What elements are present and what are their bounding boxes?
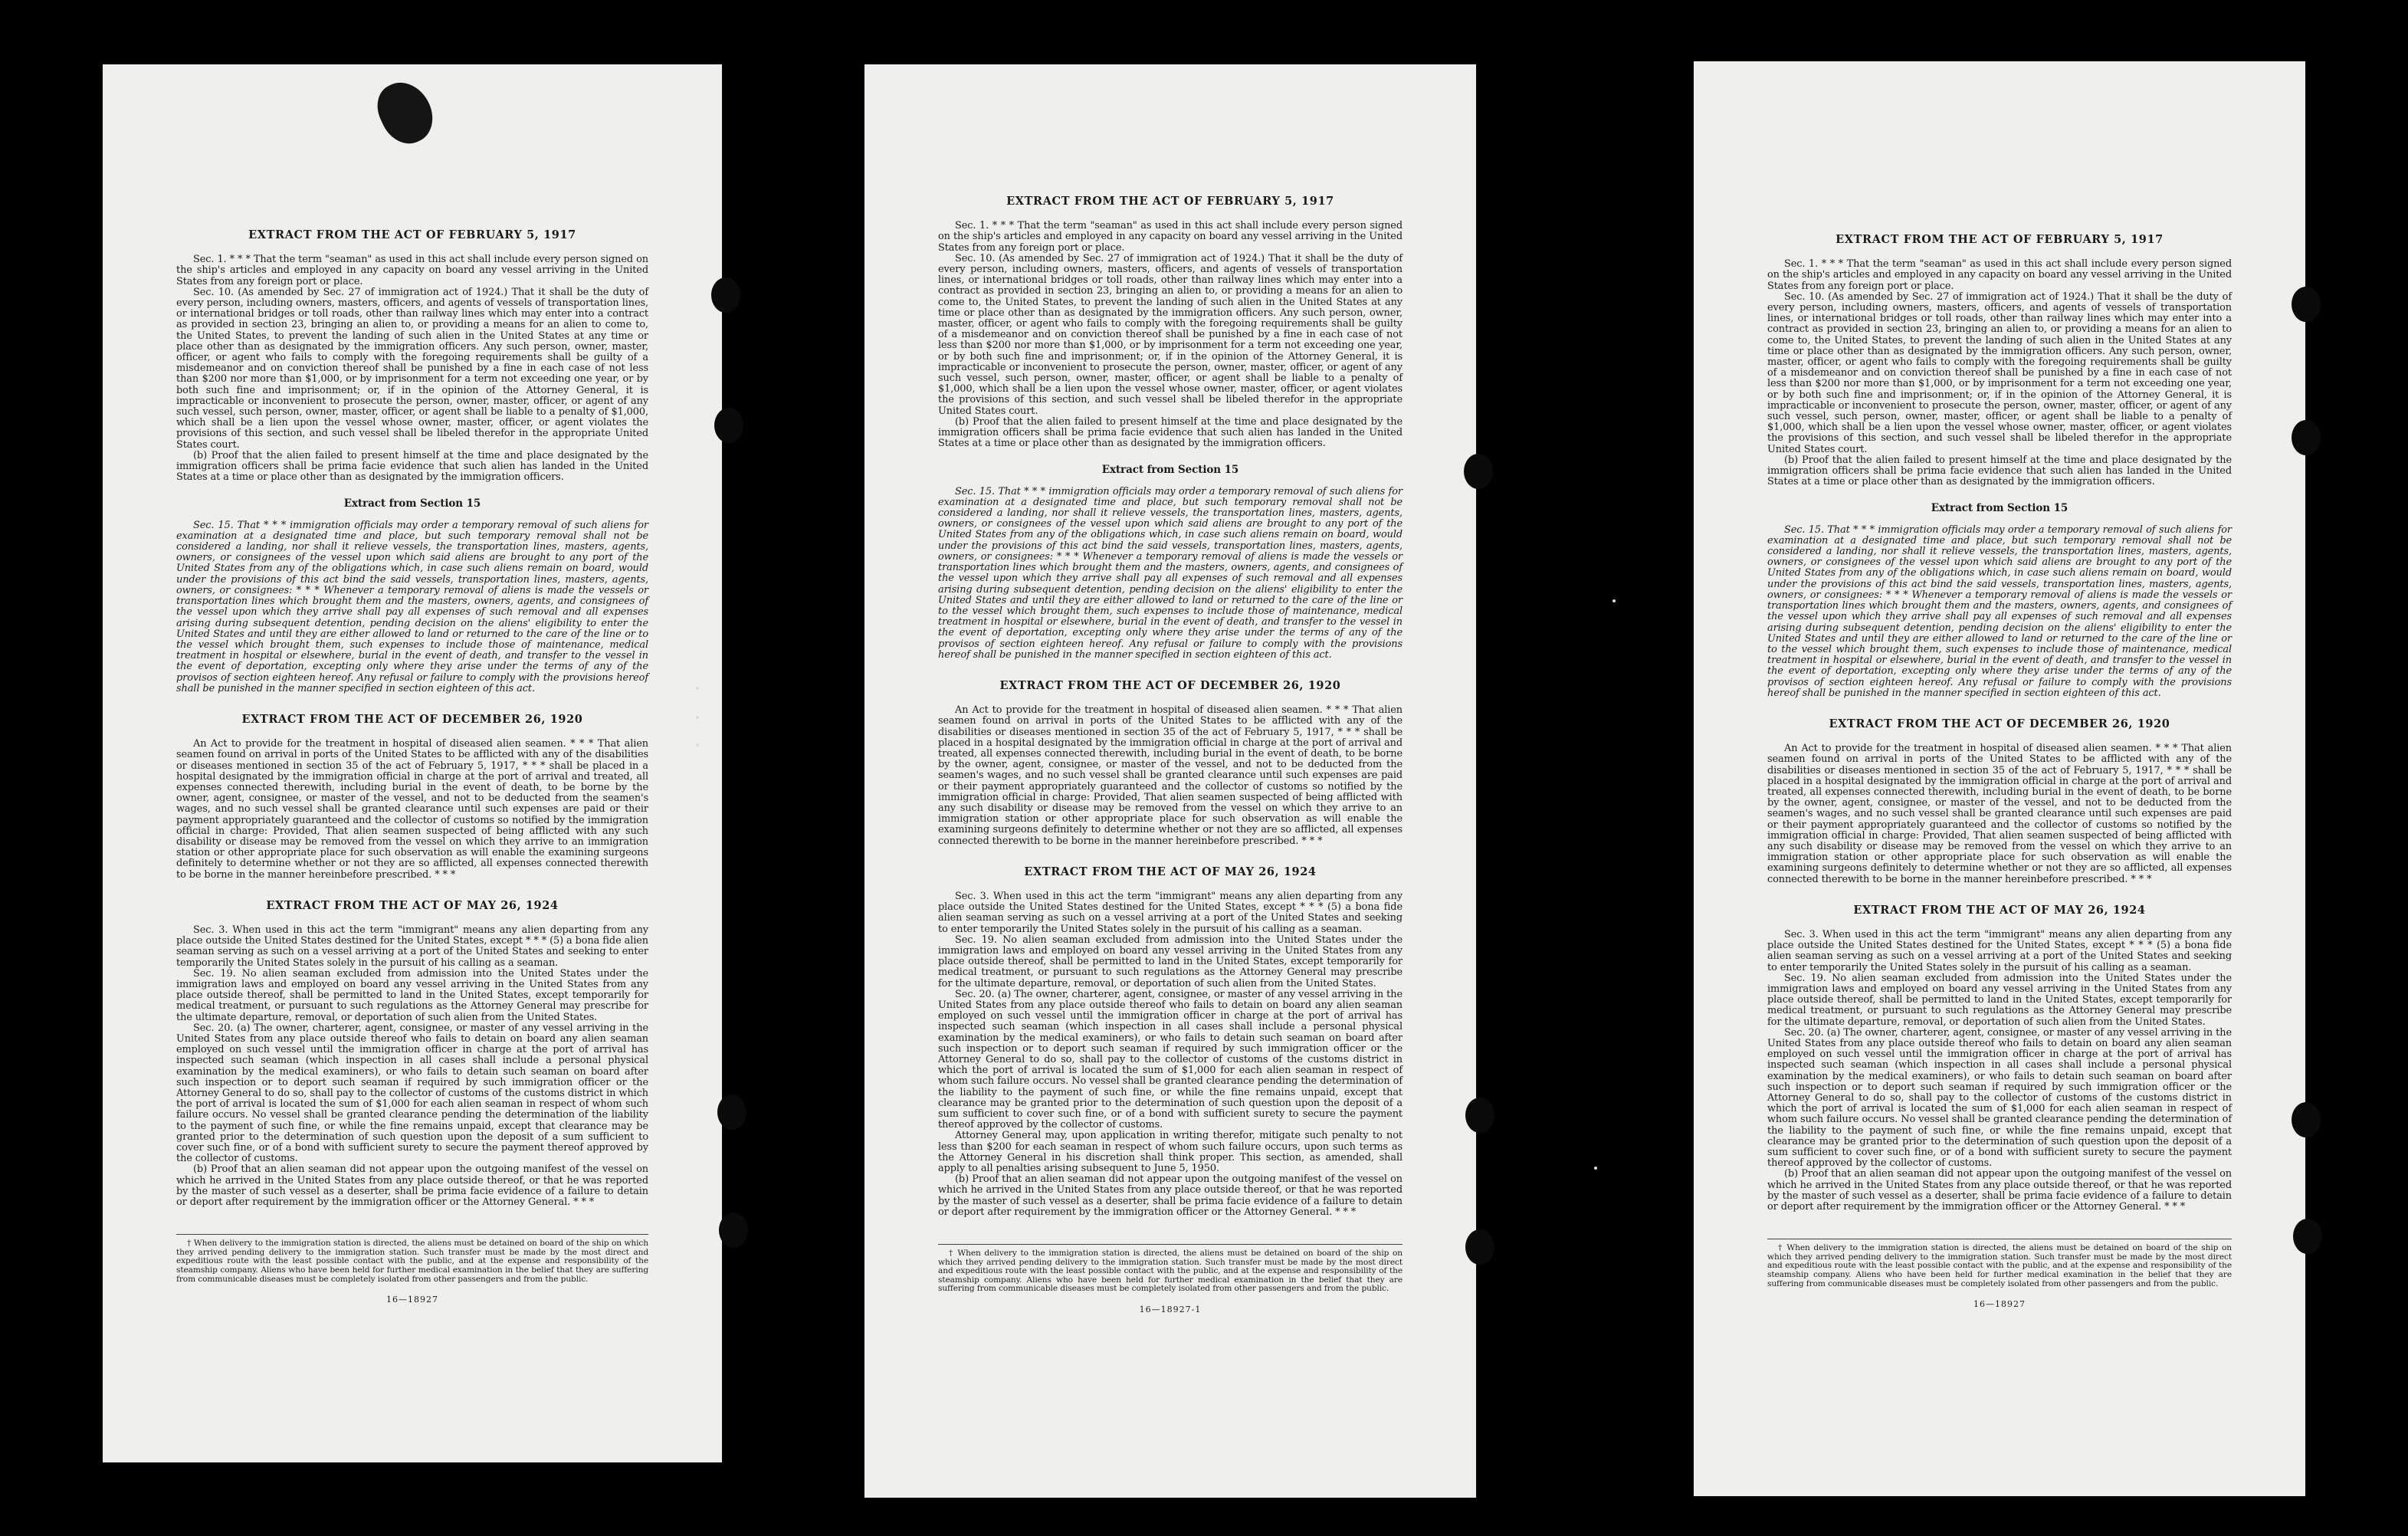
punch-hole (1464, 454, 1493, 489)
section-20b-text: (b) Proof that an alien seaman did not appear upon the outgoing manifest of the vessel on which he arrived in the United States from any place outside thereof, or that he was reported by the master of such vessel as a deserter, shall be prima facie evidence of a failure to detain or deport after requirement by the immigration officer or the Attorney General. * * * (938, 1173, 1402, 1218)
act-1920-text: An Act to provide for the treatment in hospital of diseased alien seamen. * * * That alien seamen found on arrival in ports of the United States to be afflicted with any of the disabilities or diseases mentioned in section 35 of the act of February 5, 1917, * * * shall be placed in a hospital designated by the immigration official in charge at the port of arrival and treated, all expenses connected therewith, including burial in the event of death, to be borne by the owner, agent, consignee, or master of the vessel, and not to be deducted from the seamen's wages, and no such vessel shall be granted clearance until such expenses are paid or their payment appropriately guaranteed and the collector of customs so notified by the immigration official in charge: Provided, That alien seamen suspected of being afflicted with any such disability or disease may be removed from the vessel on which they arrive to an immigration station or other appropriate place for such observation as will enable the examining surgeons definitely to determine whether or not they are so afflicted, all expenses connected therewith to be borne in the manner hereinbefore prescribed. * * * (938, 704, 1402, 847)
heading-section-15: Extract from Section 15 (1101, 464, 1239, 477)
heading-act-1917: EXTRACT FROM THE ACT OF FEBRUARY 5, 1917 (248, 228, 576, 241)
page-code: 16—18927-1 (1139, 1305, 1202, 1315)
section-20b-text: (b) Proof that an alien seaman did not appear upon the outgoing manifest of the vessel on which he arrived in the United States from any place outside thereof, or that he was reported by the master of such vessel as a deserter, shall be prima facie evidence of a failure to detain or deport after requirement by the immigration officer or the Attorney General. * * * (1767, 1168, 2232, 1213)
punch-hole (711, 277, 740, 313)
page-code: 16—18927 (1973, 1299, 2026, 1310)
heading-act-1924: EXTRACT FROM THE ACT OF MAY 26, 1924 (266, 898, 559, 912)
act-1920-text: An Act to provide for the treatment in hospital of diseased alien seamen. * * * That alien seamen found on arrival in ports of the United States to be afflicted with any of the disabilities or diseases mentioned in section 35 of the act of February 5, 1917, * * * shall be placed in a hospital designated by the immigration official in charge at the port of arrival and treated, all expenses connected therewith, including burial in the event of death, to be borne by the owner, agent, consignee, or master of the vessel, and not to be deducted from the seamen's wages, and no such vessel shall be granted clearance until such expenses are paid or their payment appropriately guaranteed and the collector of customs so notified by the immigration official in charge: Provided, That alien seamen suspected of being afflicted with any such disability or disease may be removed from the vessel on which they arrive to an immigration station or other appropriate place for such observation as will enable the examining surgeons definitely to determine whether or not they are so afflicted, all expenses connected therewith to be borne in the manner hereinbefore prescribed. * * * (176, 738, 648, 881)
heading-act-1924: EXTRACT FROM THE ACT OF MAY 26, 1924 (1024, 865, 1317, 878)
punch-hole (717, 1095, 746, 1130)
section-19-text: Sec. 19. No alien seaman excluded from admission into the United States under the immigration laws and employed on board any vessel arriving in the United States from any place outside thereof, shall be permitted to land in the United States, except temporarily for medical treatment, or pursuant to such regulations as the Attorney General may prescribe for the ultimate departure, removal, or deportation of such alien from the United States. (176, 967, 648, 1023)
section-15-text: Sec. 15. That * * * immigration officials may order a temporary removal of such aliens for examination at a designated time and place, but such temporary removal shall not be considered a landing, nor shall it relieve vessels, the transportation lines, masters, agents, owners, or consignees of the vessel upon which said aliens are brought to any port of the United States from any of the obligations which, in case such aliens remain on board, would under the provisions of this act bind the said vessels, transportation lines, masters, agents, owners, or consignees: * * * Whenever a temporary removal of aliens is made the vessels or transportation lines which brought them and the masters, owners, agents, and consignees of the vessel upon which they arrive shall pay all expenses of such removal and all expenses arising during subsequent detention, pending decision on the aliens' eligibility to enter the United States and until they are either allowed to land or returned to the care of the line or to the vessel which brought them, such expenses to include those of maintenance, medical treatment in hospital or elsewhere, burial in the event of death, and transfer to the vessel in the event of deportation, excepting only where they arise under the terms of any of the provisos of section eighteen hereof. Any refusal or failure to comply with the provisions hereof shall be punished in the manner specified in section eighteen of this act. (176, 519, 648, 694)
background-speck (696, 716, 699, 719)
heading-section-15: Extract from Section 15 (343, 497, 481, 510)
section-20b-text: (b) Proof that an alien seaman did not appear upon the outgoing manifest of the vessel on which he arrived in the United States from any place outside thereof, or that he was reported by the master of such vessel as a deserter, shall be prima facie evidence of a failure to detain or deport after requirement by the immigration officer or the Attorney General. * * * (176, 1163, 648, 1209)
section-15-text: Sec. 15. That * * * immigration officials may order a temporary removal of such aliens for examination at a designated time and place, but such temporary removal shall not be considered a landing, nor shall it relieve vessels, the transportation lines, masters, agents, owners, or consignees of the vessel upon which said aliens are brought to any port of the United States from any of the obligations which, in case such aliens remain on board, would under the provisions of this act bind the said vessels, transportation lines, masters, agents, owners, or consignees: * * * Whenever a temporary removal of aliens is made the vessels or transportation lines which brought them and the masters, owners, agents, and consignees of the vessel upon which they arrive shall pay all expenses of such removal and all expenses arising during subsequent detention, pending decision on the aliens' eligibility to enter the United States and until they are either allowed to land or returned to the care of the line or to the vessel which brought them, such expenses to include those of maintenance, medical treatment in hospital or elsewhere, burial in the event of death, and transfer to the vessel in the event of deportation, excepting only where they arise under the terms of any of the provisos of section eighteen hereof. Any refusal or failure to comply with the provisions hereof shall be punished in the manner specified in section eighteen of this act. (1767, 523, 2232, 699)
section-1-text: Sec. 1. * * * That the term "seaman" as used in this act shall include every person signed on the ship's articles and employed in any capacity on board any vessel arriving in the United States from any foreign port or place. (1767, 258, 2232, 292)
section-10-text: Sec. 10. (As amended by Sec. 27 of immigration act of 1924.) That it shall be the duty of every person, including owners, masters, officers, and agents of vessels of transportation lines, or international bridges or toll roads, other than railway lines which may enter into a contract as provided in section 23, bringing an alien to, or providing a means for an alien to come to, the United States, to prevent the landing of such alien in the United States at any time or place other than as designated by the immigration officers. Any such person, owner, master, officer, or agent who fails to comply with the foregoing requirements shall be guilty of a misdemeanor and on conviction thereof shall be punished by a fine in each case of not less than $200 nor more than $1,000, or by imprisonment for a term not exceeding one year, or by both such fine and imprisonment; or, if in the opinion of the Attorney General, it is impracticable or inconvenient to prosecute the person, owner, master, officer, or agent of any such vessel, such person, owner, master, officer, or agent shall be liable to a penalty of $1,000, which shall be a lien upon the vessel whose owner, master, officer, or agent violates the provisions of this section, and such vessel shall be libeled therefor in the appropriate United States court. (1767, 290, 2232, 455)
ink-stain (369, 74, 441, 152)
section-1-text: Sec. 1. * * * That the term "seaman" as used in this act shall include every person signed on the ship's articles and employed in any capacity on board any vessel arriving in the United States from any foreign port or place. (176, 254, 648, 287)
document-page-1 (103, 64, 722, 1462)
section-1-text: Sec. 1. * * * That the term "seaman" as used in this act shall include every person signed on the ship's articles and employed in any capacity on board any vessel arriving in the United States from any foreign port or place. (938, 220, 1402, 254)
section-10b-text: (b) Proof that the alien failed to present himself at the time and place designated by the immigration officers shall be prima facie evidence that such alien has landed in the United States at a time or place other than as designated by the immigration officers. (1767, 454, 2232, 488)
punch-hole (719, 1213, 748, 1248)
footnote: † When delivery to the immigration station is directed, the aliens must be detained on board of the ship on which they arrived pending delivery to the immigration station. Such transfer must be made by the most direct and expeditious route with the least possible contact with the public, and at the expense and responsibility of the steamship company. Aliens who have been held for further medical examination in the belief that they are suffering from communicable diseases must be completely isolated from other passengers and from the public. (1767, 1239, 2232, 1288)
section-3-text: Sec. 3. When used in this act the term "immigrant" means any alien departing from any place outside the United States destined for the United States, except * * * (5) a bona fide alien seaman serving as such on a vessel arriving at a port of the United States and seeking to enter temporarily the United States solely in the pursuit of his calling as a seaman. (176, 924, 648, 969)
section-10b-text: (b) Proof that the alien failed to present himself at the time and place designated by the immigration officers shall be prima facie evidence that such alien has landed in the United States at a time or place other than as designated by the immigration officers. (176, 449, 648, 484)
footnote: † When delivery to the immigration station is directed, the aliens must be detained on board of the ship on which they arrived pending delivery to the immigration station. Such transfer must be made by the most direct and expeditious route with the least possible contact with the public, and at the expense and responsibility of the steamship company. Aliens who have been held for further medical examination in the belief that they are suffering from communicable diseases must be completely isolated from other passengers and from the public. (938, 1244, 1402, 1294)
punch-hole (2293, 1219, 2322, 1254)
punch-hole (2292, 1102, 2321, 1137)
heading-act-1917: EXTRACT FROM THE ACT OF FEBRUARY 5, 1917 (1006, 195, 1334, 208)
background-speck (1594, 1167, 1597, 1170)
punch-hole (1465, 1098, 1494, 1133)
section-19-text: Sec. 19. No alien seaman excluded from admission into the United States under the immigration laws and employed on board any vessel arriving in the United States from any place outside thereof, shall be permitted to land in the United States, except temporarily for medical treatment, or pursuant to such regulations as the Attorney General may prescribe for the ultimate departure, removal, or deportation of such alien from the United States. (1767, 972, 2232, 1028)
section-15-text: Sec. 15. That * * * immigration officials may order a temporary removal of such aliens for examination at a designated time and place, but such temporary removal shall not be considered a landing, nor shall it relieve vessels, the transportation lines, masters, agents, owners, or consignees of the vessel upon which said aliens are brought to any port of the United States from any of the obligations which, in case such aliens remain on board, would under the provisions of this act bind the said vessels, transportation lines, masters, agents, owners, or consignees: * * * Whenever a temporary removal of aliens is made the vessels or transportation lines which brought them and the masters, owners, agents, and consignees of the vessel upon which they arrive shall pay all expenses of such removal and all expenses arising during subsequent detention, pending decision on the aliens' eligibility to enter the United States and until they are either allowed to land or returned to the care of the line or to the vessel which brought them, such expenses to include those of maintenance, medical treatment in hospital or elsewhere, burial in the event of death, and transfer to the vessel in the event of deportation, excepting only where they arise under the terms of any of the provisos of section eighteen hereof. Any refusal or failure to comply with the provisions hereof shall be punished in the manner specified in section eighteen of this act. (938, 485, 1402, 661)
background-speck (696, 687, 699, 690)
section-10b-text: (b) Proof that the alien failed to present himself at the time and place designated by the immigration officers shall be prima facie evidence that such alien has landed in the United States at a time or place other than as designated by the immigration officers. (938, 415, 1402, 450)
section-10-text: Sec. 10. (As amended by Sec. 27 of immigration act of 1924.) That it shall be the duty of every person, including owners, masters, officers, and agents of vessels of transportation lines, or international bridges or toll roads, other than railway lines which may enter into a contract as provided in section 23, bringing an alien to, or providing a means for an alien to come to, the United States, to prevent the landing of such alien in the United States at any time or place other than as designated by the immigration officers. Any such person, owner, master, officer, or agent who fails to comply with the foregoing requirements shall be guilty of a misdemeanor and on conviction thereof shall be punished by a fine in each case of not less than $200 nor more than $1,000, or by imprisonment for a term not exceeding one year, or by both such fine and imprisonment; or, if in the opinion of the Attorney General, it is impracticable or inconvenient to prosecute the person, owner, master, officer, or agent of any such vessel, such person, owner, master, officer, or agent shall be liable to a penalty of $1,000, which shall be a lien upon the vessel whose owner, master, officer, or agent violates the provisions of this section, and such vessel shall be libeled therefor in the appropriate United States court. (938, 252, 1402, 417)
section-20a-text: Sec. 20. (a) The owner, charterer, agent, consignee, or master of any vessel arriving in the United States from any place outside thereof who fails to detain on board any alien seaman employed on such vessel until the immigration officer in charge at the port of arrival has inspected such seaman (which inspection in all cases shall include a personal physical examination by the medical examiners), or who fails to detain such seaman on board after such inspection or to deport such seaman if required by such immigration officer or the Attorney General to do so, shall pay to the collector of customs of the customs district in which the port of arrival is located the sum of $1,000 for each alien seaman in respect of whom such failure occurs. No vessel shall be granted clearance pending the determination of the liability to the payment of such fine, or while the fine remains unpaid, except that clearance may be granted prior to the determination of such question upon the deposit of a sum sufficient to cover such fine, or of a bond with sufficient surety to secure the payment thereof approved by the collector of customs. (1767, 1026, 2232, 1170)
punch-hole (2292, 420, 2321, 455)
page-text-column (938, 135, 1402, 1315)
punch-hole (1465, 1229, 1494, 1265)
section-3-text: Sec. 3. When used in this act the term "immigrant" means any alien departing from any place outside the United States destined for the United States, except * * * (5) a bona fide alien seaman serving as such on a vessel arriving at a port of the United States and seeking to enter temporarily the United States solely in the pursuit of his calling as a seaman. (1767, 928, 2232, 973)
heading-act-1920: EXTRACT FROM THE ACT OF DECEMBER 26, 1920 (999, 678, 1341, 692)
section-20a-text: Sec. 20. (a) The owner, charterer, agent, consignee, or master of any vessel arriving in the United States from any place outside thereof who fails to detain on board any alien seaman employed on such vessel until the immigration officer in charge at the port of arrival has inspected such seaman (which inspection in all cases shall include a personal physical examination by the medical examiners), or who fails to detain such seaman on board after such inspection or to deport such seaman if required by such immigration officer or the Attorney General to do so, shall pay to the collector of customs of the customs district in which the port of arrival is located the sum of $1,000 for each alien seaman in respect of whom such failure occurs. No vessel shall be granted clearance pending the determination of the liability to the payment of such fine, or while the fine remains unpaid, except that clearance may be granted prior to the determination of such question upon the deposit of a sum sufficient to cover such fine, or of a bond with sufficient surety to secure the payment thereof approved by the collector of customs. (176, 1022, 648, 1165)
heading-act-1917: EXTRACT FROM THE ACT OF FEBRUARY 5, 1917 (1836, 233, 2164, 246)
section-20a-extension-text: Attorney General may, upon application in writing therefor, mitigate such penalty to not less than $200 for each seaman in respect of whom such failure occurs, upon such terms as the Attorney General in his discretion shall think proper. This section, as amended, shall apply to all penalties arising subsequent to June 5, 1950. (938, 1130, 1402, 1175)
background-speck (1612, 599, 1616, 602)
document-page-3 (1694, 61, 2305, 1496)
page-text-column (176, 166, 648, 1305)
section-19-text: Sec. 19. No alien seaman excluded from admission into the United States under the immigration laws and employed on board any vessel arriving in the United States from any place outside thereof, shall be permitted to land in the United States, except temporarily for medical treatment, or pursuant to such regulations as the Attorney General may prescribe for the ultimate departure, removal, or deportation of such alien from the United States. (938, 934, 1402, 990)
heading-act-1924: EXTRACT FROM THE ACT OF MAY 26, 1924 (1853, 903, 2146, 917)
punch-hole (2292, 287, 2321, 322)
act-1920-text: An Act to provide for the treatment in hospital of diseased alien seamen. * * * That alien seamen found on arrival in ports of the United States to be afflicted with any of the disabilities or diseases mentioned in section 35 of the act of February 5, 1917, * * * shall be placed in a hospital designated by the immigration official in charge at the port of arrival and treated, all expenses connected therewith, including burial in the event of death, to be borne by the owner, agent, consignee, or master of the vessel, and not to be deducted from the seamen's wages, and no such vessel shall be granted clearance until such expenses are paid or their payment appropriately guaranteed and the collector of customs so notified by the immigration official in charge: Provided, That alien seamen suspected of being afflicted with any such disability or disease may be removed from the vessel on which they arrive to an immigration station or other appropriate place for such observation as will enable the examining surgeons definitely to determine whether or not they are so afflicted, all expenses connected therewith to be borne in the manner hereinbefore prescribed. * * * (1767, 743, 2232, 885)
section-10-text: Sec. 10. (As amended by Sec. 27 of immigration act of 1924.) That it shall be the duty of every person, including owners, masters, officers, and agents of vessels of transportation lines, or international bridges or toll roads, other than railway lines which may enter into a contract as provided in section 23, bringing an alien to, or providing a means for an alien to come to, the United States, to prevent the landing of such alien in the United States at any time or place other than as designated by the immigration officers. Any such person, owner, master, officer, or agent who fails to comply with the foregoing requirements shall be guilty of a misdemeanor and on conviction thereof shall be punished by a fine in each case of not less than $200 nor more than $1,000, or by imprisonment for a term not exceeding one year, or by both such fine and imprisonment; or, if in the opinion of the Attorney General, it is impracticable or inconvenient to prosecute the person, owner, master, officer, or agent of any such vessel, such person, owner, master, officer, or agent shall be liable to a penalty of $1,000, which shall be a lien upon the vessel whose owner, master, officer, or agent violates the provisions of this section, and such vessel shall be libeled therefor in the appropriate United States court. (176, 286, 648, 451)
footnote: † When delivery to the immigration station is directed, the aliens must be detained on board of the ship on which they arrived pending delivery to the immigration station. Such transfer must be made by the most direct and expeditious route with the least possible contact with the public, and at the expense and responsibility of the steamship company. Aliens who have been held for further medical examination in the belief that they are suffering from communicable diseases must be completely isolated from other passengers and from the public. (176, 1234, 648, 1284)
background-speck (696, 743, 699, 747)
section-20a-text: Sec. 20. (a) The owner, charterer, agent, consignee, or master of any vessel arriving in the United States from any place outside thereof who fails to detain on board any alien seaman employed on such vessel until the immigration officer in charge at the port of arrival has inspected such seaman (which inspection in all cases shall include a personal physical examination by the medical examiners), or who fails to detain such seaman on board after such inspection or to deport such seaman if required by such immigration officer or the Attorney General to do so, shall pay to the collector of customs of the customs district in which the port of arrival is located the sum of $1,000 for each alien seaman in respect of whom such failure occurs. No vessel shall be granted clearance pending the determination of the liability to the payment of such fine, or while the fine remains unpaid, except that clearance may be granted prior to the determination of such question upon the deposit of a sum sufficient to cover such fine, or of a bond with sufficient surety to secure the payment thereof approved by the collector of customs. (938, 988, 1402, 1131)
heading-act-1920: EXTRACT FROM THE ACT OF DECEMBER 26, 1920 (1829, 717, 2170, 730)
document-page-2 (864, 64, 1476, 1498)
heading-act-1920: EXTRACT FROM THE ACT OF DECEMBER 26, 1920 (241, 712, 583, 726)
punch-hole (714, 408, 743, 443)
page-code: 16—18927 (386, 1295, 438, 1305)
page-text-column (1767, 166, 2232, 1310)
section-3-text: Sec. 3. When used in this act the term "immigrant" means any alien departing from any place outside the United States destined for the United States, except * * * (5) a bona fide alien seaman serving as such on a vessel arriving at a port of the United States and seeking to enter temporarily the United States solely in the pursuit of his calling as a seaman. (938, 890, 1402, 935)
heading-section-15: Extract from Section 15 (1931, 502, 2068, 515)
